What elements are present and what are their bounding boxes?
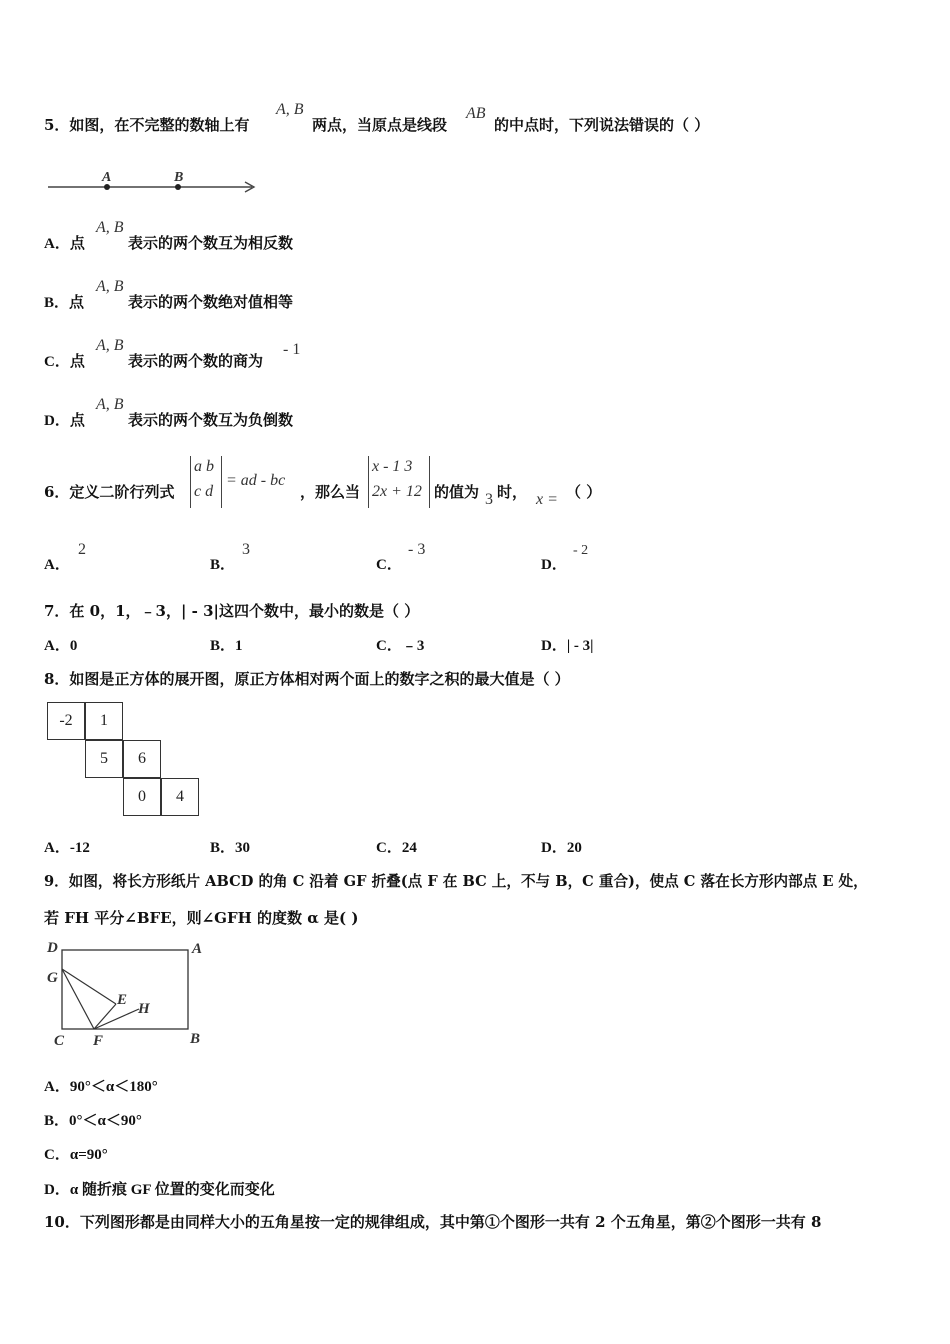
q9-rectangle-figure	[44, 936, 214, 1052]
q9-option-c[interactable]: C．α=90°	[44, 1147, 108, 1163]
q8-stem: 8．如图是正方体的展开图，原正方体相对两个面上的数字之积的最大值是（ ）	[44, 670, 570, 688]
q6-option-b[interactable]: B．	[210, 557, 236, 573]
label-h: H	[138, 1001, 150, 1017]
q6-option-b-value: 3	[242, 541, 250, 558]
cube-net-cell: 5	[85, 740, 123, 778]
q5-option-d-math: A, B	[96, 396, 124, 413]
cube-net-cell: -2	[47, 702, 85, 740]
q5-option-a-text: 表示的两个数互为相反数	[128, 234, 294, 252]
q6-det1-definition: = ad - bc	[226, 472, 286, 489]
q5-number-line-figure	[44, 168, 264, 196]
q6-determinant-1	[190, 456, 222, 508]
q9-option-a[interactable]: A．90°＜α＜180°	[44, 1079, 158, 1095]
q5-stem-b: 两点，当原点是线段	[312, 116, 448, 134]
q5-option-a-math: A, B	[96, 219, 124, 236]
q5-option-d-text: 表示的两个数互为负倒数	[128, 411, 294, 429]
q8-cube-net	[47, 702, 203, 818]
point-b-label: B	[174, 170, 184, 185]
label-c: C	[54, 1033, 65, 1049]
q9-stem-line1: 9．如图，将长方形纸片 ABCD 的角 C 沿着 GF 折叠(点 F 在 BC 上，不与 B，C 重合)，使点 C 落在长方形内部点 E 处，	[44, 873, 868, 890]
q6-det1-row1: a b	[194, 458, 214, 475]
q9-option-d[interactable]: D．α 随折痕 GF 位置的变化而变化	[44, 1182, 275, 1198]
q9-stem-line2: 若 FH 平分∠BFE，则∠GFH 的度数 α 是( )	[44, 909, 359, 927]
q5-option-b[interactable]	[44, 291, 84, 312]
q8-option-d[interactable]: D．20	[541, 840, 582, 856]
q6-option-a[interactable]: A．	[44, 557, 70, 573]
q5-option-a[interactable]	[44, 232, 85, 253]
q6-paren: （ ）	[566, 483, 602, 501]
q5-option-b-label: B．点	[44, 295, 85, 311]
q7-option-c[interactable]: C．﹣3	[376, 638, 425, 654]
q6-determinant-2	[368, 456, 430, 508]
q5-math-seg: AB	[466, 105, 486, 122]
q6-value: 3	[485, 491, 493, 508]
label-g: G	[47, 970, 58, 986]
q5-option-c[interactable]	[44, 350, 85, 371]
q6-option-c-value: - 3	[408, 541, 426, 558]
q5-option-c-math: A, B	[96, 337, 124, 354]
segment-fe	[94, 1004, 116, 1029]
q5-option-d-label: D．点	[44, 413, 85, 429]
q8-option-b[interactable]: B．30	[210, 840, 251, 856]
q10-stem: 10．下列图形都是由同样大小的五角星按一定的规律组成，其中第①个图形一共有 2 个五角星，第②个图形一共有 8	[44, 1213, 822, 1231]
q9-option-b[interactable]: B．0°＜α＜90°	[44, 1113, 142, 1129]
label-b: B	[190, 1031, 201, 1047]
q8-option-c[interactable]: C．24	[376, 840, 417, 856]
q5-stem	[44, 114, 249, 135]
q6-stem-b: ，那么当	[300, 483, 361, 501]
q6-option-d-value: - 2	[573, 543, 589, 558]
label-e: E	[117, 992, 128, 1008]
point-a-label: A	[102, 170, 112, 185]
q6-x-equals: x =	[536, 491, 558, 508]
q6-option-a-value: 2	[78, 541, 86, 558]
q8-option-a[interactable]: A．-12	[44, 840, 90, 856]
q6-det2-row2: 2x + 12	[372, 483, 422, 500]
q5-math-ab: A, B	[276, 101, 304, 118]
q6-det1-row2: c d	[194, 483, 214, 500]
q6-stem-d: 时，	[497, 483, 528, 501]
q7-option-a[interactable]: A．0	[44, 638, 78, 654]
q6-option-c[interactable]: C．	[376, 557, 402, 573]
q5-option-c-label: C．点	[44, 354, 85, 370]
q5-option-a-label: A．点	[44, 236, 85, 252]
q7-option-d[interactable]: D．| - 3|	[541, 638, 594, 654]
q5-option-b-math: A, B	[96, 278, 124, 295]
cube-net-cell: 4	[161, 778, 199, 816]
cube-net-cell: 0	[123, 778, 161, 816]
q5-stem-c: 的中点时，下列说法错误的（ ）	[494, 116, 710, 134]
q5-option-c-suffix: - 1	[283, 341, 301, 358]
q6-option-d[interactable]: D．	[541, 557, 567, 573]
segment-fh	[94, 1009, 139, 1029]
q6-stem-c: 的值为	[434, 483, 480, 501]
segment-ge	[62, 969, 116, 1004]
label-a: A	[192, 941, 203, 957]
label-d: D	[47, 940, 58, 956]
q5-option-b-text: 表示的两个数绝对值相等	[128, 293, 294, 311]
rectangle-abcd	[62, 950, 188, 1029]
segment-gf	[62, 969, 94, 1029]
q5-stem-a: 5．如图，在不完整的数轴上有	[44, 116, 250, 134]
q5-option-c-text: 表示的两个数的商为	[128, 352, 264, 370]
q6-stem-a: 6．定义二阶行列式	[44, 483, 175, 501]
q7-stem: 7．在 0，1，﹣3，| - 3|这四个数中，最小的数是（ ）	[44, 602, 420, 620]
label-f: F	[93, 1033, 104, 1049]
q5-option-d[interactable]	[44, 409, 85, 430]
q6-det2-row1: x - 1 3	[372, 458, 413, 475]
cube-net-cell: 6	[123, 740, 161, 778]
q7-option-b[interactable]: B．1	[210, 638, 243, 654]
cube-net-cell: 1	[85, 702, 123, 740]
